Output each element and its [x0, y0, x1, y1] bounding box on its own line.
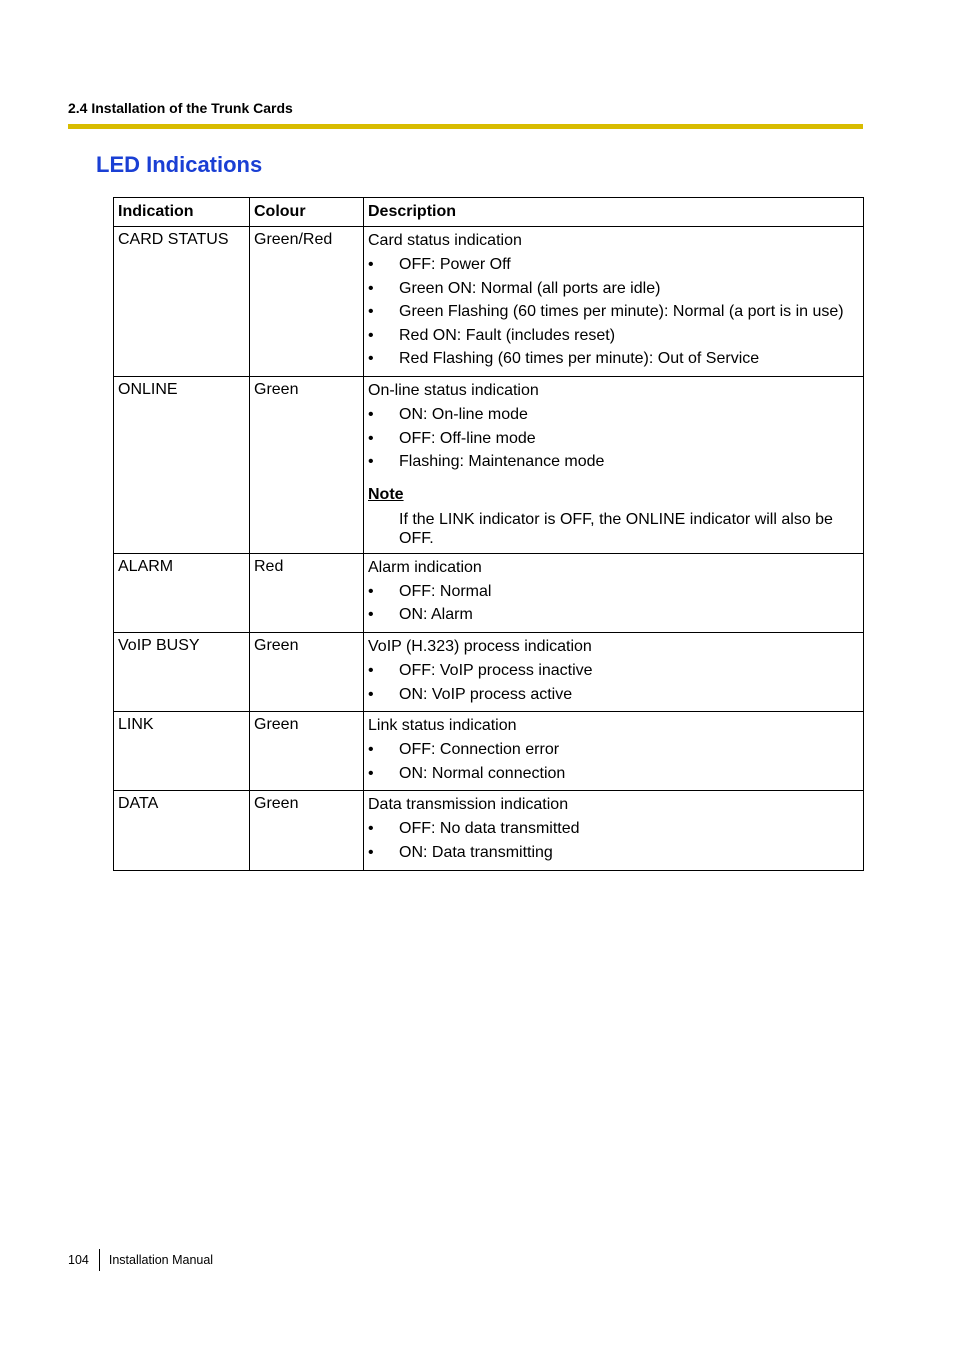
bullet-icon: •: [368, 661, 374, 679]
cell-indication: ONLINE: [114, 376, 250, 553]
description-title: On-line status indication: [368, 381, 539, 399]
list-item-text: OFF: Power Off: [399, 256, 511, 273]
cell-indication: DATA: [114, 791, 250, 870]
column-header-colour: Colour: [250, 198, 364, 227]
description-bullet-list: [368, 580, 859, 627]
cell-colour: Red: [250, 553, 364, 632]
bullet-icon: •: [368, 256, 374, 273]
table-row: [114, 376, 864, 553]
list-item: [368, 762, 859, 786]
bullet-icon: •: [368, 764, 374, 782]
column-header-description: Description: [364, 198, 864, 227]
list-item: [368, 403, 859, 427]
list-item: [368, 841, 859, 865]
footer-divider: [99, 1249, 100, 1271]
bullet-icon: •: [368, 405, 374, 423]
header-rule: [68, 124, 863, 129]
list-item-text: ON: VoIP process active: [399, 685, 573, 703]
bullet-icon: •: [368, 326, 374, 344]
led-indications-table: [113, 197, 864, 871]
list-item-text: OFF: Connection error: [399, 741, 560, 759]
bullet-icon: •: [368, 843, 374, 861]
cell-colour: Green: [250, 376, 364, 553]
description-bullet-list: [368, 253, 859, 371]
note-text: If the LINK indicator is OFF, the ONLINE indicator will also be OFF.: [399, 510, 833, 547]
list-item-text: OFF: VoIP process inactive: [399, 661, 593, 679]
list-item-text: OFF: No data transmitted: [399, 820, 580, 838]
cell-colour: Green/Red: [250, 227, 364, 377]
list-item: [368, 603, 859, 627]
table-row: [114, 632, 864, 711]
cell-indication: LINK: [114, 712, 250, 791]
description-title: Card status indication: [368, 232, 522, 249]
description-bullet-list: [368, 659, 859, 706]
cell-description: [364, 227, 864, 377]
cell-description: [364, 376, 864, 553]
list-item: [368, 324, 859, 348]
description-title: Alarm indication: [368, 558, 482, 576]
bullet-icon: •: [368, 582, 374, 600]
bullet-icon: •: [368, 429, 374, 447]
list-item-text: Green Flashing (60 times per minute): Normal (a port is in use): [399, 303, 844, 321]
cell-colour: Green: [250, 791, 364, 870]
list-item: [368, 277, 859, 301]
cell-description: [364, 553, 864, 632]
list-item-text: ON: On-line mode: [399, 405, 528, 423]
table-row: [114, 712, 864, 791]
list-item: [368, 817, 859, 841]
bullet-icon: •: [368, 453, 374, 471]
list-item: [368, 347, 859, 371]
table-row: [114, 553, 864, 632]
list-item: [368, 580, 859, 604]
cell-colour: Green: [250, 712, 364, 791]
list-item-text: Red Flashing (60 times per minute): Out of Service: [399, 350, 760, 368]
list-item: [368, 659, 859, 683]
list-item-text: Green ON: Normal (all ports are idle): [399, 279, 661, 297]
column-header-indication: Indication: [114, 198, 250, 227]
list-item-text: Flashing: Maintenance mode: [399, 453, 605, 471]
page-footer: [68, 1249, 213, 1271]
bullet-icon: •: [368, 685, 374, 703]
table-header-row: [114, 198, 864, 227]
bullet-icon: •: [368, 303, 374, 321]
cell-description: [364, 791, 864, 870]
cell-description: [364, 632, 864, 711]
cell-colour: Green: [250, 632, 364, 711]
bullet-icon: •: [368, 350, 374, 368]
list-item-text: ON: Data transmitting: [399, 843, 553, 861]
list-item-text: OFF: Off-line mode: [399, 429, 536, 447]
description-title: Link status indication: [368, 717, 517, 735]
description-title: VoIP (H.323) process indication: [368, 637, 592, 655]
description-bullet-list: [368, 817, 859, 864]
bullet-icon: •: [368, 741, 374, 759]
list-item: [368, 300, 859, 324]
list-item: [368, 427, 859, 451]
page-title: LED Indications: [96, 152, 263, 177]
table-row: [114, 791, 864, 870]
list-item-text: Red ON: Fault (includes reset): [399, 326, 616, 344]
list-item: [368, 450, 859, 474]
list-item-text: ON: Alarm: [399, 606, 473, 624]
cell-indication: ALARM: [114, 553, 250, 632]
bullet-icon: •: [368, 606, 374, 624]
list-item-text: ON: Normal connection: [399, 764, 566, 782]
footer-doc-title: Installation Manual: [108, 1253, 214, 1267]
bullet-icon: •: [368, 820, 374, 838]
section-header: 2.4 Installation of the Trunk Cards: [68, 100, 293, 116]
cell-description: [364, 712, 864, 791]
bullet-icon: •: [368, 279, 374, 297]
list-item: [368, 738, 859, 762]
list-item-text: OFF: Normal: [399, 582, 492, 600]
page-number: 104: [68, 1253, 89, 1267]
description-title: Data transmission indication: [368, 796, 569, 814]
table-row: [114, 227, 864, 377]
list-item: [368, 253, 859, 277]
description-bullet-list: [368, 738, 859, 785]
cell-indication: VoIP BUSY: [114, 632, 250, 711]
note-label: Note: [368, 485, 404, 503]
list-item: [368, 683, 859, 707]
cell-indication: CARD STATUS: [114, 227, 250, 377]
description-bullet-list: [368, 403, 859, 474]
